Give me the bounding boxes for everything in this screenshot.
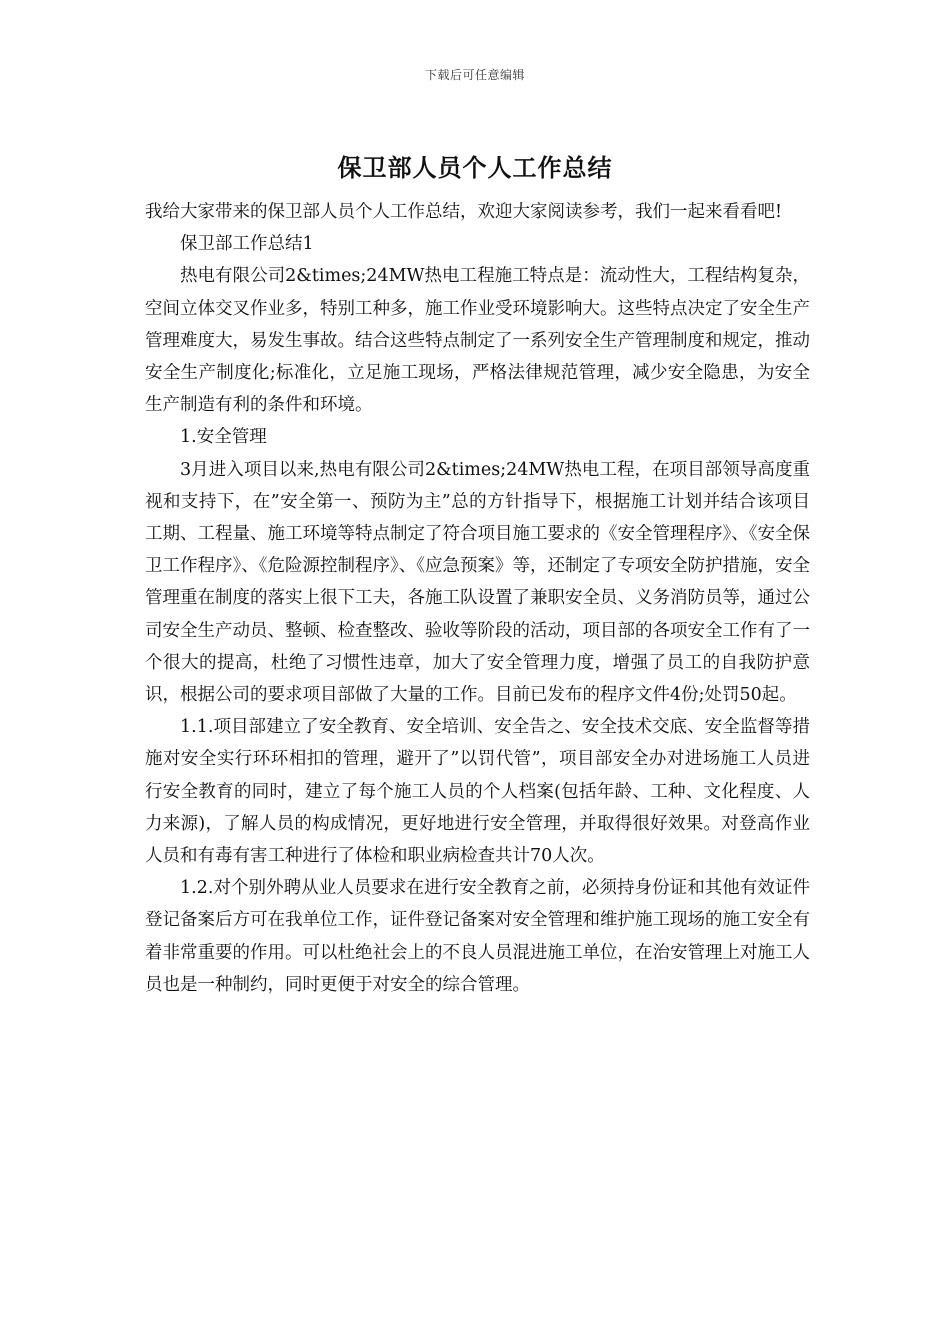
body-paragraph: 1.2.对个别外聘从业人员要求在进行安全教育之前，必须持身份证和其他有效证件登记备案后方可在我单位工作，证件登记备案对安全管理和维护施工现场的施工安全有着非常重要的作用。可以杜绝社会上的不良人员混进施工单位，在治安管理上对施工人员也是一种制约，同时更便于对安全的综合管理。 [145,878,810,995]
body-paragraph: 1.1.项目部建立了安全教育、安全培训、安全告之、安全技术交底、安全监督等措施对安全实行环环相扣的管理，避开了”以罚代管”，项目部安全办对进场施工人员进行安全教育的同时，建立了每个施工人员的个人档案(包括年龄、工种、文化程度、人力来源)，了解人员的构成情况，更好地进行安全管理，并取得很好效果。对登高作业人员和有毒有害工种进行了体检和职业病检查共计70人次。 [145,717,810,867]
document-body [145,196,810,1001]
section-heading: 保卫部工作总结1 [180,234,314,255]
header-note: 下载后可任意编辑 [424,68,525,82]
intro-paragraph: 我给大家带来的保卫部人员个人工作总结，欢迎大家阅读参考，我们一起来看看吧! [145,202,783,222]
document-title: 保卫部人员个人工作总结 [337,153,613,182]
body-paragraph: 热电有限公司2&times;24MW热电工程施工特点是：流动性大，工程结构复杂，空间立体交叉作业多，特别工种多，施工作业受环境影响大。这些特点决定了安全生产管理难度大，易发生事故。结合这些特点制定了一系列安全生产管理制度和规定，推动安全生产制度化;标准化，立足施工现场，严格法律规范管理，减少安全隐患，为安全生产制造有利的条件和环境。 [145,266,810,416]
body-paragraph: 3月进入项目以来,热电有限公司2&times;24MW热电工程，在项目部领导高度重视和支持下，在”安全第一、预防为主”总的方针指导下，根据施工计划并结合该项目工期、工程量、施工环境等特点制定了符合项目施工要求的《安全管理程序》、《安全保卫工作程序》、《危险源控制程序》、《应急预案》等，还制定了专项安全防护措施，安全管理重在制度的落实上很下工夫，各施工队设置了兼职安全员、义务消防员等，通过公司安全生产动员、整顿、检查整改、验收等阶段的活动，项目部的各项安全工作有了一个很大的提高，杜绝了习惯性违章，加大了安全管理力度，增强了员工的自我防护意识，根据公司的要求项目部做了大量的工作。目前已发布的程序文件4份;处罚50起。 [145,459,810,706]
subsection-heading: 1.安全管理 [180,427,267,448]
